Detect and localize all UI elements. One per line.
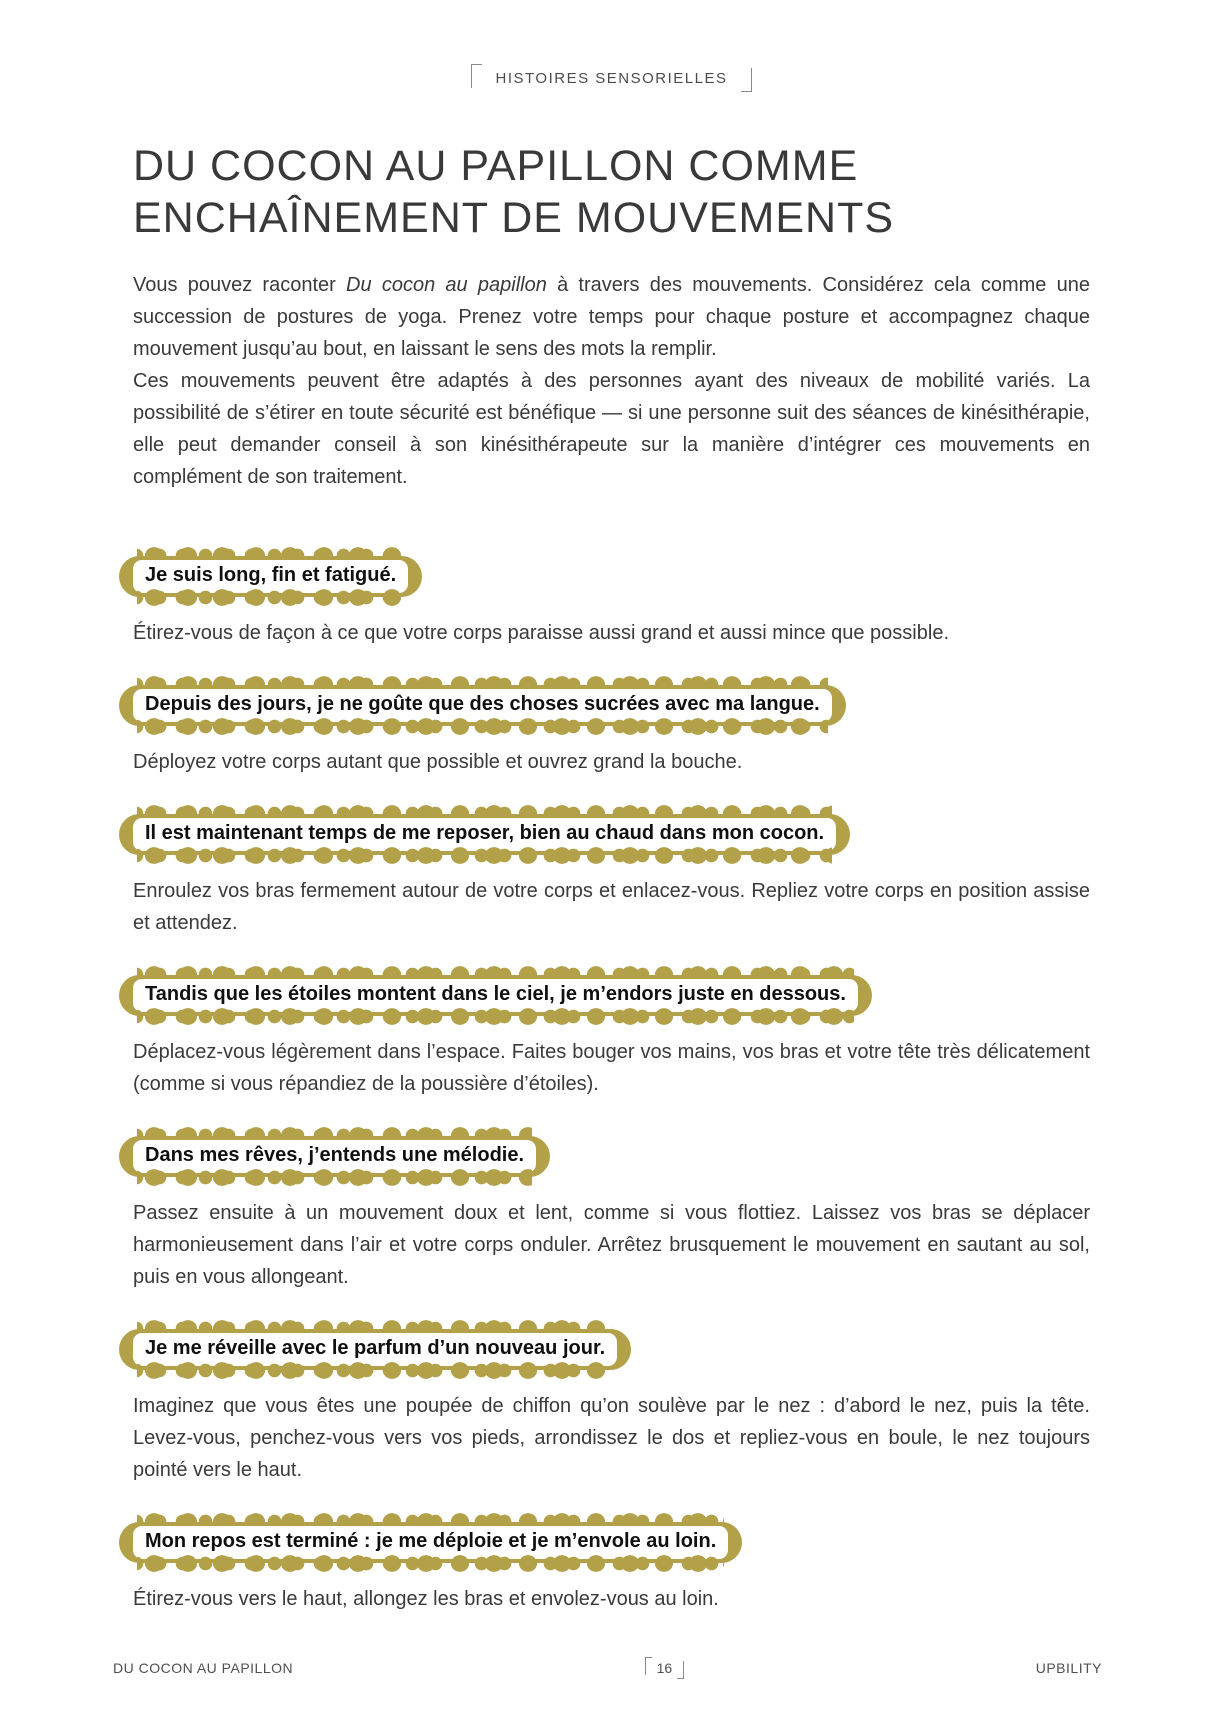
page-number xyxy=(645,1659,685,1677)
page-footer xyxy=(113,1659,1102,1717)
page-title xyxy=(133,140,1090,245)
movement-instruction: Déployez votre corps autant que possible et ouvrez grand la bouche. xyxy=(133,750,743,773)
movement-instruction: Déplacez-vous légèrement dans l’espace. Faites bouger vos mains, vos bras et votre tête très délicatement (comme si vous répandiez de la poussière d’étoiles). xyxy=(133,1040,1090,1095)
bracket-bottom-right-icon xyxy=(741,68,752,92)
movement-section xyxy=(133,674,1090,778)
highlight-bubble xyxy=(119,1125,550,1188)
page-number-value: 16 xyxy=(656,1660,673,1676)
bracket-top-left-icon xyxy=(471,64,482,88)
intro-block xyxy=(133,269,1090,493)
footer-publisher: UPBILITY xyxy=(1035,1660,1102,1676)
movement-instruction: Étirez-vous vers le haut, allongez les bras et envolez-vous au loin. xyxy=(133,1587,719,1610)
page-title-line2: ENCHAÎNEMENT DE MOUVEMENTS xyxy=(133,194,895,243)
highlight-phrase: Depuis des jours, je ne goûte que des choses sucrées avec ma langue. xyxy=(133,689,832,722)
highlight-phrase: Il est maintenant temps de me reposer, bien au chaud dans mon cocon. xyxy=(133,818,836,851)
movement-section xyxy=(133,1125,1090,1293)
highlight-bubble xyxy=(119,1318,631,1381)
movement-instruction: Imaginez que vous êtes une poupée de chiffon qu’on soulève par le nez : d’abord le nez, puis la tête. Levez-vous, penchez-vous vers vos pieds, arrondissez le dos et repliez-vous en boule, le nez toujours pointé vers le haut. xyxy=(133,1394,1090,1481)
movement-section xyxy=(133,1511,1090,1615)
highlight-bubble xyxy=(119,674,846,737)
running-header-label: HISTOIRES SENSORIELLES xyxy=(495,69,728,87)
page-title-line1: DU COCON AU PAPILLON COMME xyxy=(133,142,859,190)
intro-p1-book-title: Du cocon au papillon xyxy=(346,273,547,296)
intro-p1-pre: Vous pouvez raconter xyxy=(133,273,347,296)
highlight-phrase: Mon repos est terminé : je me déploie et je m’envole au loin. xyxy=(133,1526,728,1559)
intro-paragraph-1 xyxy=(133,269,1090,365)
movement-instruction: Enroulez vos bras fermement autour de votre corps et enlacez-vous. Repliez votre corps en position assise et attendez. xyxy=(133,879,1090,934)
movement-section xyxy=(133,545,1090,649)
movement-instruction: Étirez-vous de façon à ce que votre corps paraisse aussi grand et aussi mince que possible. xyxy=(133,621,949,644)
movement-section xyxy=(133,1318,1090,1486)
footer-book-title: DU COCON AU PAPILLON xyxy=(113,1660,294,1676)
highlight-bubble xyxy=(119,1511,742,1574)
movement-section xyxy=(133,803,1090,939)
highlight-phrase: Dans mes rêves, j’entends une mélodie. xyxy=(133,1140,536,1173)
highlight-bubble xyxy=(119,964,872,1027)
intro-p1-post: à travers des mouvements. Considérez cela comme une succession de postures de yoga. Prenez votre temps pour chaque posture et accompagnez chaque mouvement jusqu’au bout, en laissant le sens des mots la remplir. xyxy=(133,273,1090,360)
running-header xyxy=(133,66,1090,90)
highlight-phrase: Je suis long, fin et fatigué. xyxy=(133,560,408,593)
intro-paragraph-2: Ces mouvements peuvent être adaptés à des personnes ayant des niveaux de mobilité variés. La possibilité de s’étirer en toute sécurité est bénéfique — si une personne suit des séances de kinésithérapie, elle peut demander conseil à son kinésithérapeute sur la manière d’intégrer ces mouvements en complément de son traitement. xyxy=(133,369,1090,488)
highlight-bubble xyxy=(119,803,850,866)
bracket-top-left-icon xyxy=(645,1657,652,1675)
highlight-bubble xyxy=(119,545,422,608)
movement-section xyxy=(133,964,1090,1100)
highlight-phrase: Tandis que les étoiles montent dans le ciel, je m’endors juste en dessous. xyxy=(133,979,858,1012)
movement-instruction: Passez ensuite à un mouvement doux et lent, comme si vous flottiez. Laissez vos bras se déplacer harmonieusement dans l’air et votre corps onduler. Arrêtez brusquement le mouvement en sautant au sol, puis en vous allongeant. xyxy=(133,1201,1090,1288)
highlight-phrase: Je me réveille avec le parfum d’un nouveau jour. xyxy=(133,1333,617,1366)
bracket-bottom-right-icon xyxy=(677,1661,684,1679)
